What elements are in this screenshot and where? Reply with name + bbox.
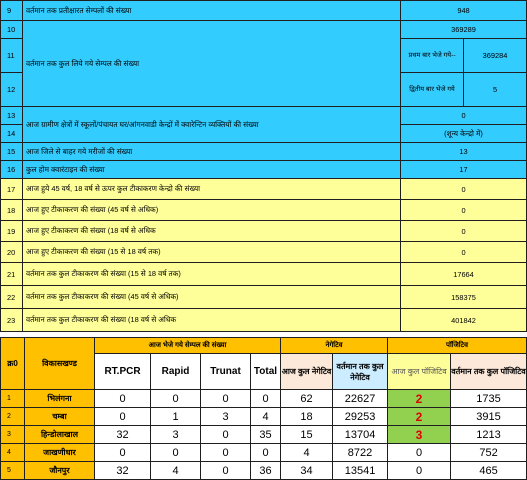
row-rtpcr: 32 [95, 426, 151, 444]
neg-today-header: आज कुल नेगेटिव [281, 354, 333, 390]
row-neg-today: 4 [281, 444, 333, 462]
row-neg-till: 8722 [333, 444, 388, 462]
row-sn: 1 [1, 390, 25, 408]
row-label: वर्तमान तक कुल टीकाकरण की संख्या (18 वर्ष से अधिक [23, 309, 401, 332]
row-trunat: 0 [201, 462, 251, 480]
row-neg-till: 13541 [333, 462, 388, 480]
row-value: 369289 [401, 21, 527, 39]
row-label: आज हुए टीकाकरण की संख्या (15 से 18 वर्ष तक) [23, 242, 401, 263]
table-row [1, 390, 527, 408]
row-value: 17 [401, 161, 527, 179]
row-pos-till: 752 [451, 444, 527, 462]
row-value: 158375 [401, 286, 527, 309]
row-rtpcr: 0 [95, 390, 151, 408]
row-block: जौनपुर [25, 462, 95, 480]
row-rapid: 0 [151, 444, 201, 462]
row-neg-till: 29253 [333, 408, 388, 426]
row-value: 0 [401, 221, 527, 242]
row-number: 13 [1, 107, 23, 125]
row-label: कुल होम क्वारंटाइन की संख्या [23, 161, 401, 179]
row-trunat: 3 [201, 408, 251, 426]
row-value: 17664 [401, 263, 527, 286]
summary-row [1, 263, 527, 286]
row-value: 5 [464, 73, 527, 106]
total-header: Total [251, 354, 281, 390]
row-value: 401842 [401, 309, 527, 332]
row-trunat: 0 [201, 390, 251, 408]
row-neg-till: 22627 [333, 390, 388, 408]
block-header: विकासखण्ड [25, 338, 95, 390]
row-value: 13 [401, 143, 527, 161]
neg-till-header: वर्तमान तक कुल नेगेटिव [333, 354, 388, 390]
row-number: 19 [1, 221, 23, 242]
row-sn: 3 [1, 426, 25, 444]
row-block: जाखणीधार [25, 444, 95, 462]
pos-today-header: आज कुल पॉजिटिव [388, 354, 451, 390]
row-label: आज हुए टीकाकरण की संख्या (18 वर्ष से अधिक [23, 221, 401, 242]
summary-row [1, 200, 527, 221]
row-rapid: 0 [151, 390, 201, 408]
sub-label: द्वितीय बार भेजे गये [401, 73, 464, 106]
summary-row [1, 309, 527, 332]
summary-row [1, 286, 527, 309]
row-pos-till: 465 [451, 462, 527, 480]
row-value: 369284 [464, 39, 527, 72]
block-table [0, 337, 527, 480]
row-label: आज ग्रामीण क्षेत्रों में स्कूलों/पंचायत घर/आंगनवाडी केन्द्रों में क्वारेन्टिन व्यक्तियों की संख्या [23, 107, 401, 143]
row-neg-today: 62 [281, 390, 333, 408]
table-row [1, 408, 527, 426]
row-total: 0 [251, 444, 281, 462]
summary-row [1, 161, 527, 179]
table-row [1, 462, 527, 480]
row-trunat: 0 [201, 426, 251, 444]
row-label: वर्तमान तक प्रतीक्षारत सेम्पलों की संख्या [23, 1, 401, 21]
row-rapid: 3 [151, 426, 201, 444]
row-rtpcr: 0 [95, 444, 151, 462]
row-rapid: 1 [151, 408, 201, 426]
row-label: आज हुए टीकाकरण की संख्या (45 वर्ष से अधिक) [23, 200, 401, 221]
trunat-header: Trunat [201, 354, 251, 390]
row-rtpcr: 0 [95, 408, 151, 426]
summary-row [1, 242, 527, 263]
sn-header: क्र0 [1, 338, 25, 390]
summary-row [1, 1, 527, 21]
summary-row [1, 21, 527, 39]
sub-value-cell [401, 73, 527, 107]
row-pos-today: 3 [388, 426, 451, 444]
row-block: चम्बा [25, 408, 95, 426]
header-group-row [1, 338, 527, 354]
summary-row [1, 221, 527, 242]
row-number: 16 [1, 161, 23, 179]
row-number: 14 [1, 125, 23, 143]
row-block: हिन्डोलाखाल [25, 426, 95, 444]
row-value: 0 [401, 242, 527, 263]
rapid-header: Rapid [151, 354, 201, 390]
sub-value-cell [401, 39, 527, 73]
row-block: भिलंगना [25, 390, 95, 408]
row-label: वर्तमान तक कुल लिये गये सेम्पल की संख्या [23, 21, 401, 107]
row-total: 36 [251, 462, 281, 480]
row-value: (शून्य केन्द्रो में) [401, 125, 527, 143]
row-pos-today: 0 [388, 462, 451, 480]
row-number: 17 [1, 179, 23, 200]
row-total: 4 [251, 408, 281, 426]
row-pos-today: 0 [388, 444, 451, 462]
row-trunat: 0 [201, 444, 251, 462]
sub-label: प्रथम बार भेजे गये-- [401, 39, 464, 72]
row-label: आज जिले से बाहर गये मरीजों की संख्या [23, 143, 401, 161]
row-pos-today: 2 [388, 408, 451, 426]
row-label: वर्तमान तक कुल टीकाकरण की संख्या (15 से 18 वर्ष तक) [23, 263, 401, 286]
row-value: 0 [401, 179, 527, 200]
row-neg-till: 13704 [333, 426, 388, 444]
row-pos-today: 2 [388, 390, 451, 408]
samples-today-header: आज भेजे गये सेम्पल की संख्या [95, 338, 281, 354]
row-rapid: 4 [151, 462, 201, 480]
pos-till-header: वर्तमान तक कुल पॉजिटिव [451, 354, 527, 390]
row-total: 0 [251, 390, 281, 408]
row-number: 9 [1, 1, 23, 21]
row-label: आज हुये 45 वर्ष, 18 वर्ष से ऊपर कुल टीकाकरण केन्द्रो की संख्या [23, 179, 401, 200]
row-value: 948 [401, 1, 527, 21]
row-value: 0 [401, 200, 527, 221]
row-number: 21 [1, 263, 23, 286]
row-number: 22 [1, 286, 23, 309]
row-number: 18 [1, 200, 23, 221]
row-pos-till: 3915 [451, 408, 527, 426]
rtpcr-header: RT.PCR [95, 354, 151, 390]
row-value: 0 [401, 107, 527, 125]
row-pos-till: 1735 [451, 390, 527, 408]
summary-row [1, 143, 527, 161]
negative-header: नेगेटिव [281, 338, 388, 354]
row-neg-today: 34 [281, 462, 333, 480]
row-neg-today: 18 [281, 408, 333, 426]
summary-row [1, 179, 527, 200]
positive-header: पॉजिटिव [388, 338, 527, 354]
row-rtpcr: 32 [95, 462, 151, 480]
row-number: 12 [1, 73, 23, 107]
table-row [1, 426, 527, 444]
row-pos-till: 1213 [451, 426, 527, 444]
row-sn: 4 [1, 444, 25, 462]
summary-row [1, 107, 527, 125]
row-number: 15 [1, 143, 23, 161]
row-total: 35 [251, 426, 281, 444]
row-sn: 5 [1, 462, 25, 480]
row-label: वर्तमान तक कुल टीकाकरण की संख्या (45 वर्ष से अधिक) [23, 286, 401, 309]
row-number: 11 [1, 39, 23, 73]
row-neg-today: 15 [281, 426, 333, 444]
row-number: 10 [1, 21, 23, 39]
row-number: 20 [1, 242, 23, 263]
row-sn: 2 [1, 408, 25, 426]
row-number: 23 [1, 309, 23, 332]
table-row [1, 444, 527, 462]
